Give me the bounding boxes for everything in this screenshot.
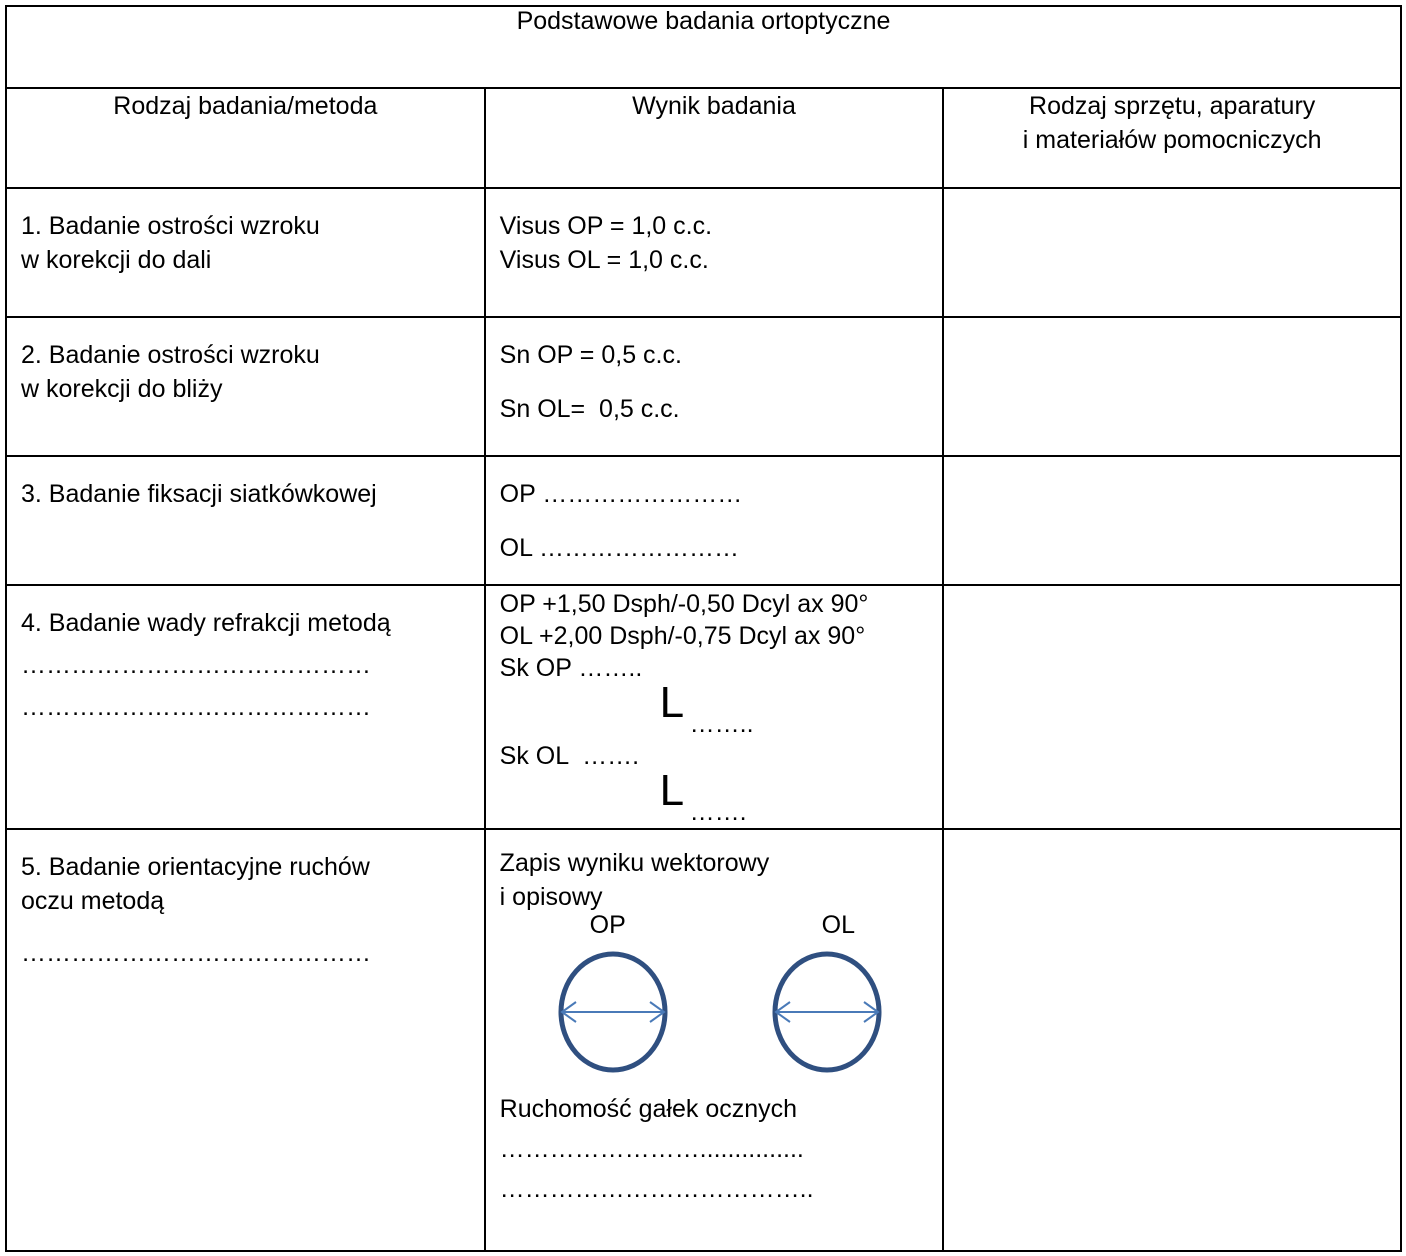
- table-row: [6, 585, 1401, 829]
- angle-symbol: L: [659, 766, 685, 815]
- method-cell: 3. Badanie fiksacji siatkówkowej: [6, 456, 485, 585]
- table-row: [6, 829, 1401, 1251]
- result-cell: OP …………………… OL ……………………: [485, 456, 944, 585]
- angle-mark-ol: L …….: [659, 766, 747, 826]
- angle-symbol: L: [659, 678, 685, 727]
- eye-diagram: [500, 911, 943, 1092]
- method-cell: 1. Badanie ostrości wzroku w korekcji do dali: [6, 188, 485, 317]
- equipment-cell[interactable]: [943, 188, 1401, 317]
- orthoptic-exam-table: [5, 5, 1402, 1252]
- angle-mark-op: L ……..: [659, 678, 754, 738]
- equipment-cell[interactable]: [943, 317, 1401, 456]
- table-row: [6, 317, 1401, 456]
- eye-right-icon: [556, 948, 670, 1076]
- table-title: Podstawowe badania ortoptyczne: [6, 6, 1401, 88]
- table-row: [6, 188, 1401, 317]
- method-cell: 5. Badanie orientacyjne ruchów oczu metodą ……………………………………: [6, 829, 485, 1251]
- motility-label: Ruchomość gałek ocznych: [499, 1095, 798, 1123]
- header-method: Rodzaj badania/metoda: [6, 88, 485, 188]
- result-cell: Sn OP = 0,5 c.c. Sn OL= 0,5 c.c.: [485, 317, 944, 456]
- header-result: Wynik badania: [485, 88, 944, 188]
- equipment-cell[interactable]: [943, 585, 1401, 829]
- eye-right-label: OP: [589, 911, 626, 939]
- result-cell: Zapis wyniku wektorowy i opisowy OP OL Ruchomość gałek ocznych ……………………............... ………………………………..: [485, 829, 944, 1251]
- eye-left-label: OL: [821, 911, 856, 939]
- equipment-cell[interactable]: [943, 456, 1401, 585]
- header-equipment: Rodzaj sprzętu, aparatury i materiałów pomocniczych: [943, 88, 1401, 188]
- result-cell: OP +1,50 Dsph/-0,50 Dcyl ax 90° OL +2,00 Dsph/-0,75 Dcyl ax 90° Sk OP …….. L …….. Sk OL ……. L …….: [485, 585, 944, 829]
- equipment-cell[interactable]: [943, 829, 1401, 1251]
- table-row: [6, 456, 1401, 585]
- method-cell: 2. Badanie ostrości wzroku w korekcji do bliży: [6, 317, 485, 456]
- result-cell: Visus OP = 1,0 c.c. Visus OL = 1,0 c.c.: [485, 188, 944, 317]
- method-cell: 4. Badanie wady refrakcji metodą …………………………………… ……………………………………: [6, 585, 485, 829]
- eye-left-icon: [770, 948, 884, 1076]
